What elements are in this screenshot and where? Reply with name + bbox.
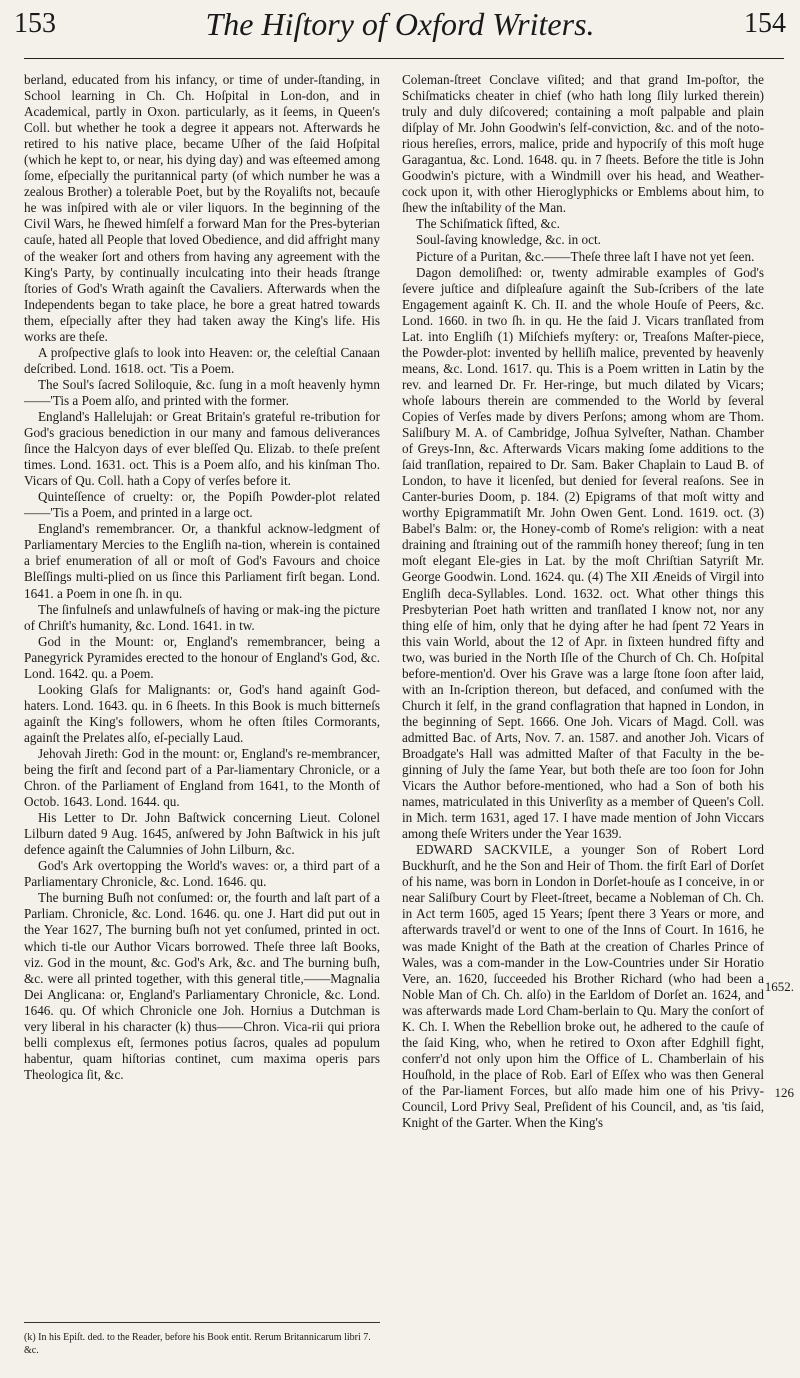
- left-column: [24, 72, 380, 1083]
- paragraph: The Soul's ſacred Soliloquie, &c. ſung in a moſt heavenly hymn——'Tis a Poem alſo, and printed with the former.: [24, 376, 380, 408]
- paragraph: Quinteſſence of cruelty: or, the Popiſh Powder-plot related——'Tis a Poem, and printed in a large oct.: [24, 489, 380, 521]
- header-rule: [24, 58, 784, 59]
- paragraph: God in the Mount: or, England's remembrancer, being a Panegyrick Pyramides erected to the honour of England's God, &c. Lond. 1642. qu. a Poem.: [24, 633, 380, 681]
- left-page-number: 153: [14, 8, 56, 39]
- paragraph: berland, educated from his infancy, or time of under-ſtanding, in School learning in Ch. Ch. Hoſpital in Lon-don, and in Academical, partly in Oxon. particularly, as it ſeems, in Queen's Coll. but whether he took a degree it appears not. Afterwards he retired to his native place, became Uſher of the ſaid Hoſpital (which he kept to, or near, his dying day) and was eſteemed among ſome, eſpecially the puritannical party (of which number he was a zealous Brother) a tolerable Poet, but by the Royaliſts not, becauſe he was inſpired with ale or viler liquors. In the beginning of the Civil Wars, he ſhewed himſelf a forward Man for the Pres-byterian cauſe, hated all People that loved Obedience, and did affright many of the weaker ſort and others from having any agreement with the King's Party, by continually inculcating into their heads ſtrange ſtories of God's Wrath againſt the Cavaliers. Afterwards when the Independents began to take place, he bore a great hatred towards them, eſpecially after they had taken away the King's life. His works are theſe.: [24, 72, 380, 344]
- right-page-number: 154: [744, 8, 786, 39]
- paragraph: His Letter to Dr. John Baſtwick concerning Lieut. Colonel Lilburn dated 9 Aug. 1645, anſwered by John Baſtwick in his juſt defence againſt the Calumnies of John Lilburn, &c.: [24, 810, 380, 858]
- author-entry-sackvile: EDWARD SACKVILE, a younger Son of Robert Lord Buckhurſt, and he the Son and Heir of Thom. the firſt Earl of Dorſet of his name, was born in London in Dorſet-houſe as I conceive, in or near Saliſbury Court by Fleet-ſtreet, became a Nobleman of Ch. Ch. in Act term 1605, aged 15 Years; ſpent there 3 Years or more, and afterwards travel'd or went to one of the Inns of Court. In 1616, he was made Knight of the Bath at the creation of Charles Prince of Wales, was a com-mander in the Low-Countries under Sir Horatio Vere, an. 1620, ſucceeded his Brother Richard (who had been a Noble Man of Ch. Ch. alſo) in the Earldom of Dorſet an. 1624, and was afterwards made Lord Cham-berlain to Qu. Mary the conſort of K. Ch. I. When the Rebellion broke out, he adhered to the cauſe of the ſaid King, who, when he retired to Oxon after Edghill fight, conferr'd not only upon him the Office of L. Chamberlain of his Houſhold, in the place of Rob. Earl of Eſſex who was then General of the Par-liament Forces, but alſo made him one of his Privy-Council, Lord Privy Seal, Preſident of his Council, and, as 'tis ſaid, Knight of the Garter. When the King's: [402, 842, 764, 1131]
- paragraph: The Schiſmatick ſifted, &c.: [416, 216, 560, 232]
- right-column: [402, 72, 764, 1131]
- footnote: (k) In his Epiſt. ded. to the Reader, before his Book entit. Rerum Britannicarum libri 7. &c.: [24, 1322, 380, 1357]
- paragraph: England's Hallelujah: or Great Britain's grateful re-tribution for God's gracious benediction in our many and famous deliverances ſince the Halcyon days of ever bleſſed Qu. Elizab. to theſe preſent times. Lond. 1631. oct. This is a Poem alſo, and his kinſman Tho. Vicars of Qu. Coll. hath a Copy of verſes before it.: [24, 408, 380, 489]
- paragraph: The ſinfulneſs and unlawfulneſs of having or mak-ing the picture of Chriſt's humanity, &c. Lond. 1641. in tw.: [24, 601, 380, 633]
- paragraph: Soul-ſaving knowledge, &c. in oct.: [416, 232, 601, 248]
- margin-note-year: 1652.: [764, 979, 794, 994]
- paragraph: Coleman-ſtreet Conclave viſited; and that grand Im-poſtor, the Schiſmaticks cheater in chief (who hath long ſlily lurked therein) truly and duly diſcovered; containing a moſt palpable and plain diſplay of Mr. John Goodwin's ſelf-conviction, &c. and of the noto-rious hereſies, errors, malice, pride and hypocriſy of this moſt huge Garagantua, &c. Lond. 1648. qu. in 7 ſheets. Before the title is John Goodwin's picture, with a Windmill over his head, and Weather-cock upon it, with other Hieroglyphicks or Emblems about him, to ſhew the inſtability of the Man.: [402, 72, 764, 216]
- running-title: The Hiſtory of Oxford Writers.: [205, 6, 595, 42]
- running-header: [0, 0, 800, 62]
- paragraph: The burning Buſh not conſumed: or, the fourth and laſt part of a Parliam. Chronicle, &c. Lond. 1646. qu. one J. Hart did put out in the Year 1627, The burning buſh not yet conſumed, printed in oct. which ti-tle our Author Vicars borrowed. Theſe three laſt Books, viz. God in the mount, &c. God's Ark, &c. and The burning buſh, &c. were all printed together, with this general title,——Magnalia Dei Anglicana: or, England's Parliamentary Chronicle, &c. Lond. 1646. qu. Of which Chronicle one Joh. Hornius a Dutchman is very liberal in his character (k) thus——Chron. Vica-rii qui priora belli complexus eſt, ſermones potius ſacros, quales ad populum habentur, quam hiſtorias continet, cum maxima operis pars Theologica ſit, &c.: [24, 890, 380, 1082]
- paragraph: Looking Glaſs for Malignants: or, God's hand againſt God-haters. Lond. 1643. qu. in 6 ſheets. In this Book is much bitterneſs againſt the King's followers, whom he often ſtiles Cormorants, againſt the Prelates alſo, eſ-pecially Laud.: [24, 681, 380, 745]
- paragraph: Picture of a Puritan, &c.——Theſe three laſt I have not yet ſeen.: [416, 248, 755, 264]
- paragraph: Dagon demoliſhed: or, twenty admirable examples of God's ſevere juſtice and diſpleaſure againſt the Sub-ſcribers of the late Engagement againſt K. Ch. II. and the whole Houſe of Peers, &c. Lond. 1660. in two ſh. in qu. He the ſaid J. Vicars tranſlated from Lat. into Engliſh (1) Miſchiefs myſtery: or, Treaſons Maſter-piece, the Powder-plot: invented by helliſh malice, prevented by heavenly means, &c. Lond. 1617. qu. This is a Poem written in Latin by the rev. and learned Dr. Fr. Her-ringe, but much dilated by Vicars; whoſe labours therein are commended to the World by ſeveral Copies of Verſes made by divers Perſons; among whom are Thom. Saliſbury M. A. of Cambridge, Joſhua Sylveſter, Nathan. Chamber of Greys-Inn, &c. Afterwards Vicars making ſome additions to the ſaid tranſlation, repaired to Dr. Sam. Baker Chaplain to Laud B. of London, to have it licenſed, but denied for ſeveral reaſons. See in Canter-buries Doom, p. 184. (2) Epigrams of that moſt witty and worthy Epigrammatiſt Mr. John Owen Gent. Lond. 1619. oct. (3) Babel's Balm: or, the Honey-comb of Rome's religion: with a neat draining and ſtraining out of the rammiſh honey thereof; ſung in ten moſt elegant Ele-gies in Lat. by the moſt Chriſtian Satyriſt Mr. George Goodwin. Lond. 1624. qu. (4) The XII Æneids of Virgil into Engliſh deca-Syllables. Lond. 1632. oct. What other things this Presbyterian Poet hath written and tranſlated I know not, nor any thing elſe of him, only that he dying after he had ſpent 72 Years in this vain World, about the 12 of Apr. in ſixteen hundred fifty and two, was buried in the North Iſle of the Church of Ch. Ch. Hoſpital before-mention'd. Over his Grave was a large ſtone ſoon after laid, with an In-ſcription thereon, but defaced, and conſumed with the Church it ſelf, in the grand conflagration that hapned in London, in the beginning of Sept. 1666. One Joh. Vicars of Magd. Coll. was admitted Bac. of Arts, Nov. 7. an. 1587. and another Joh. Vicars of Broadgate's Hall was admitted Maſter of that Faculty in the be-ginning of July the ſame Year, but both theſe are too ſoon for John Vicars the Author before-mentioned, who had a Son of both his names, matriculated in this Univerſity as a member of Queen's Coll. in Mich. term 1631, aged 17. I have made mention of John Viccars among theſe Writers under the Year 1639.: [402, 264, 764, 842]
- paragraph: A proſpective glaſs to look into Heaven: or, the celeſtial Canaan deſcribed. Lond. 1618. oct. 'Tis a Poem.: [24, 344, 380, 376]
- paragraph: England's remembrancer. Or, a thankful acknow-ledgment of Parliamentary Mercies to the Engliſh na-tion, wherein is contained a brief enumeration of all or moſt of God's Favours and choice Bleſſings multi-plied on us ſince this Parliament firſt began. Lond. 1641. a Poem in one ſh. in qu.: [24, 521, 380, 601]
- paragraph: Jehovah Jireth: God in the mount: or, England's re-membrancer, being the firſt and ſecond part of a Par-liamentary Chronicle, or a Chron. of the Parliament of England from 1641, to the Month of Octob. 1643. Lond. 1644. qu.: [24, 745, 380, 810]
- paragraph: God's Ark overtopping the World's waves: or, a third part of a Parliamentary Chronicle, &c. Lond. 1646. qu.: [24, 858, 380, 890]
- margin-note-number: 126: [774, 1085, 794, 1100]
